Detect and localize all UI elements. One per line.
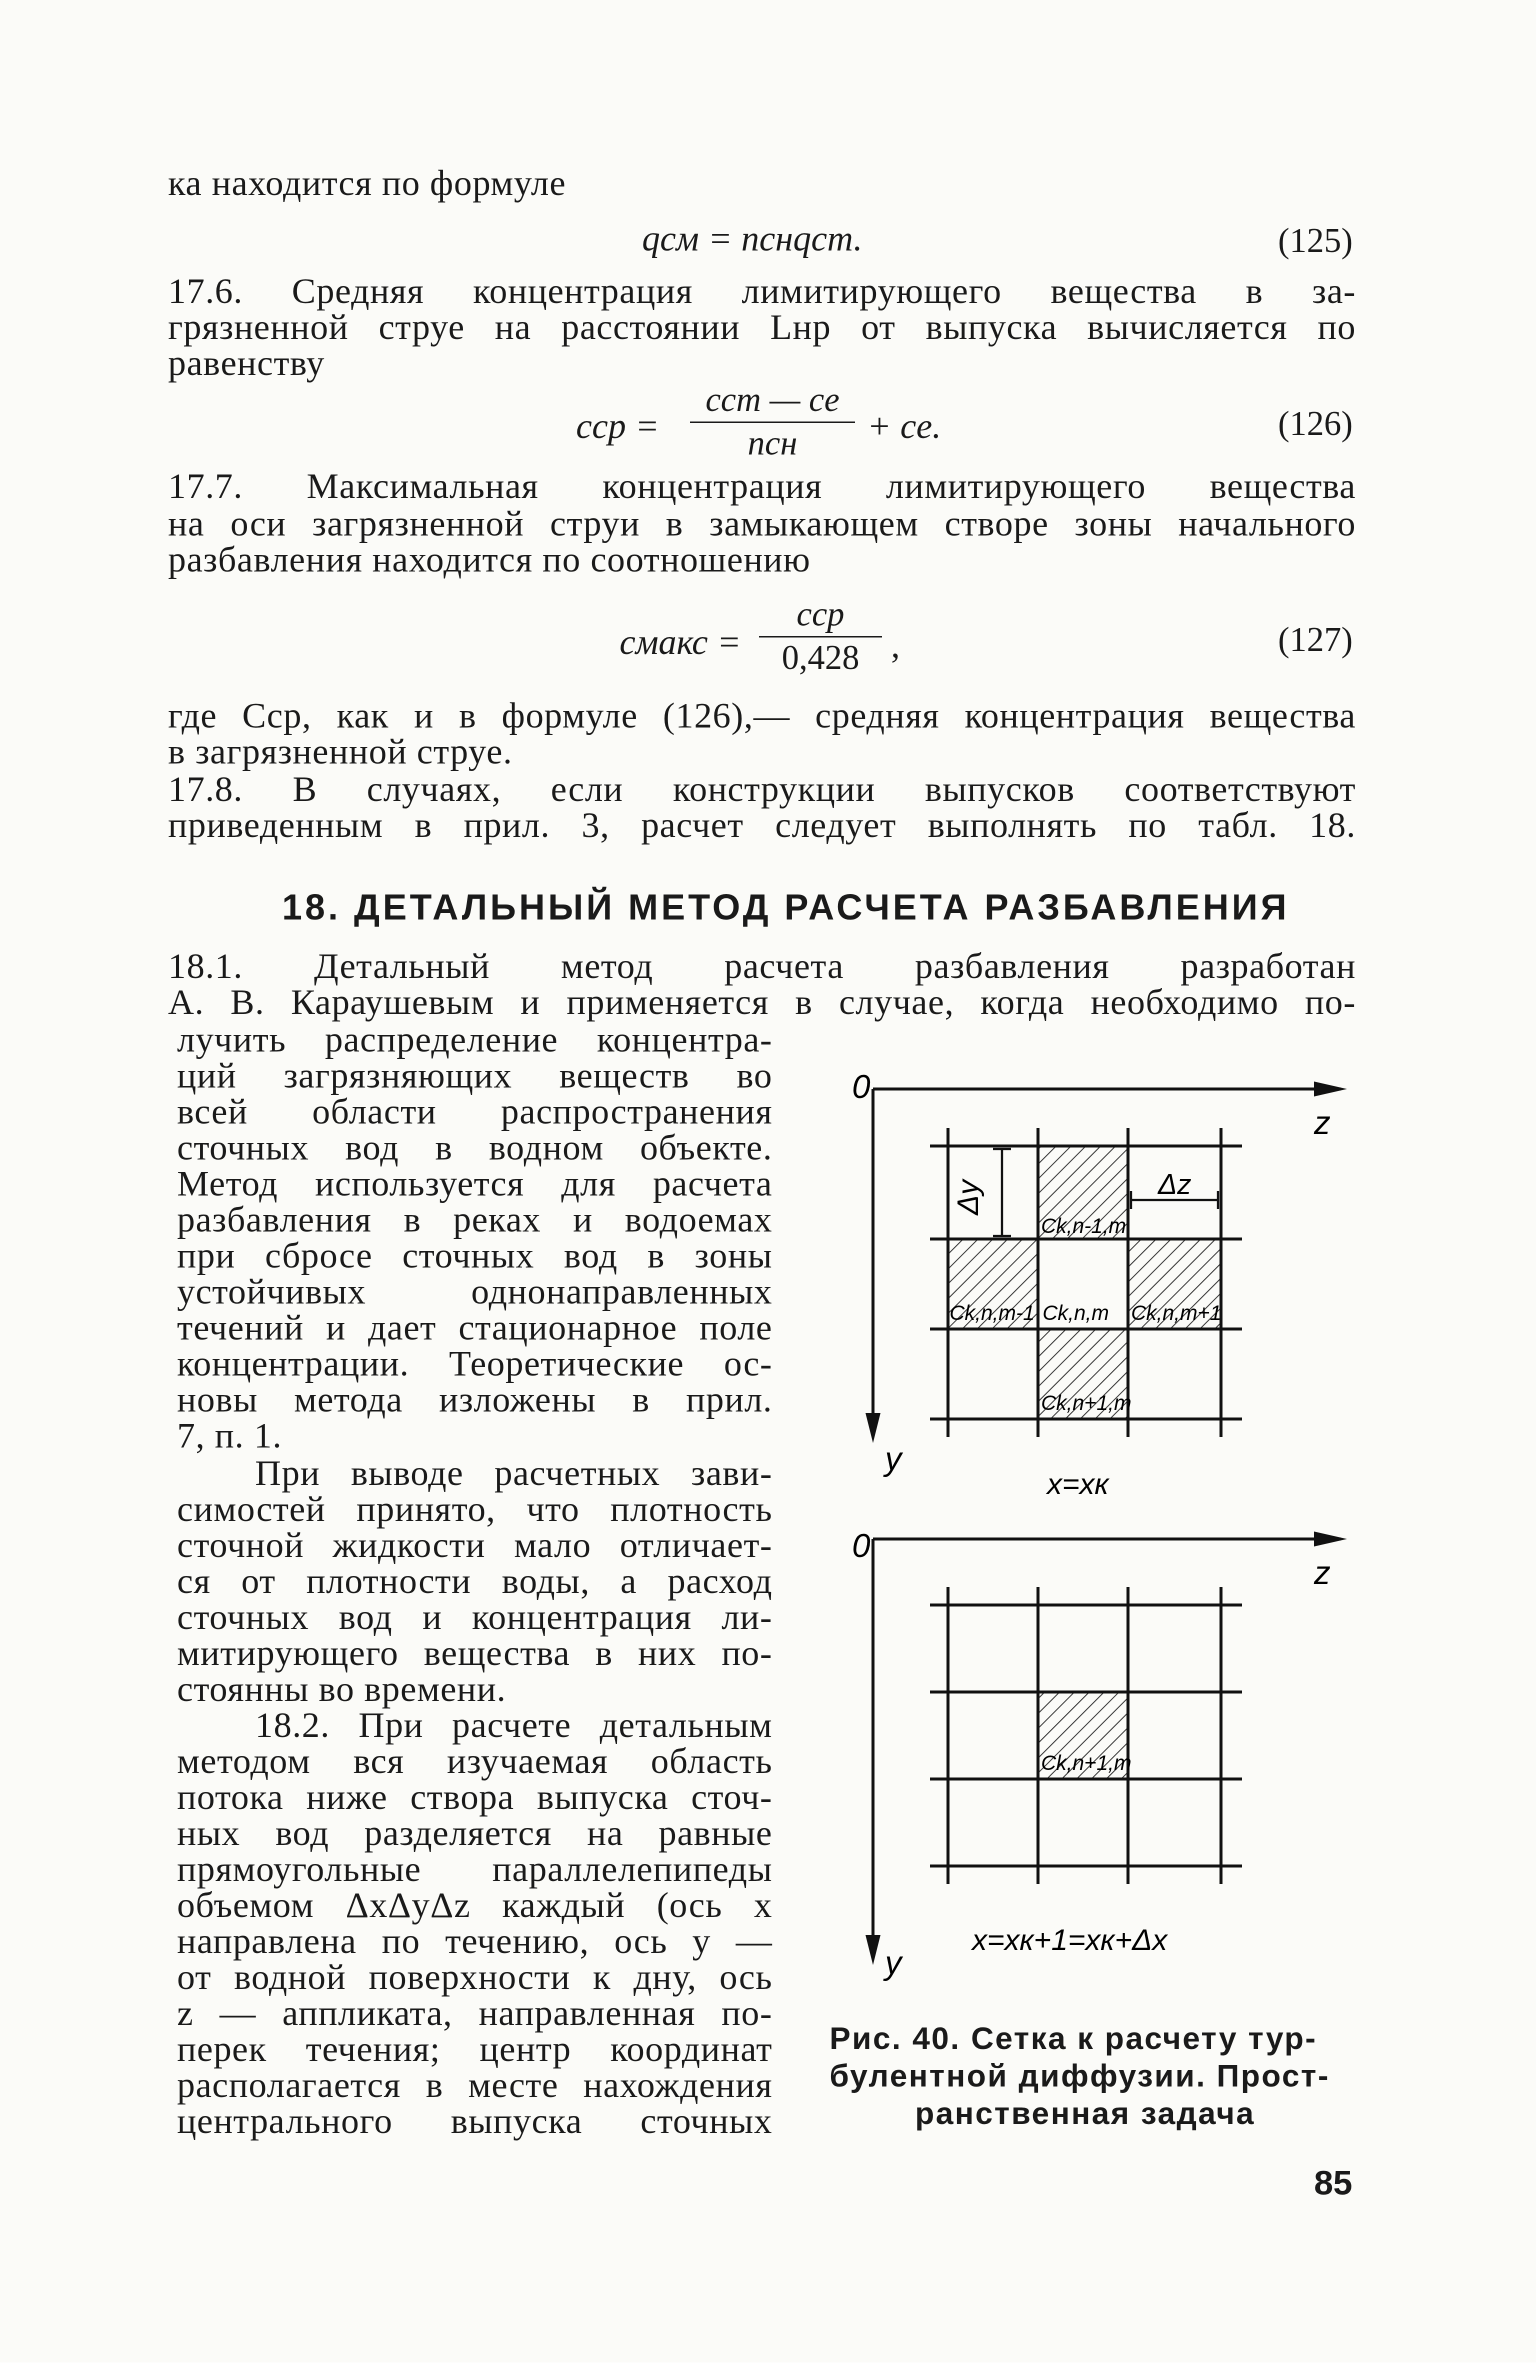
col-line: перек течения; центр координат [177, 2031, 773, 2070]
paragraph-17-7b-line-2: в загрязненной струе. [168, 733, 513, 773]
figure-caption-line-1: Рис. 40. Сетка к расчету тур- [829, 2022, 1318, 2057]
col-line: сточных вод в водном объекте. [177, 1129, 773, 1169]
paragraph-18-1-line-1: 18.1. Детальный метод расчета разбавления разработан [168, 948, 1356, 987]
equation-126-number: (126) [1278, 405, 1353, 443]
col-line: всей области распространения [177, 1093, 773, 1133]
col-line: прямоугольные параллелепипеды [177, 1851, 773, 1890]
col-line: центрального выпуска сточных [177, 2103, 773, 2142]
intro-line: ка находится по формуле [168, 165, 567, 204]
col-line: сточных вод и концентрация ли- [177, 1599, 773, 1638]
paragraph-17-7b-line-1: где Cср, как и в формуле (126),— средняя концентрация вещества [168, 697, 1356, 737]
y-axis-arrow-lower [866, 1935, 881, 1965]
col-line: симостей принято, что плотность [177, 1491, 773, 1530]
paragraph-17-7-line-3: разбавления находится по соотношению [168, 541, 811, 581]
z-axis-arrow-lower [1314, 1532, 1347, 1547]
col-line: объемом ΔxΔyΔz каждый (ось x [177, 1887, 773, 1926]
page-number: 85 [1314, 2163, 1353, 2202]
equation-127-fraction [759, 596, 882, 679]
cell-left-label: Ck,n,m-1 [949, 1302, 1035, 1325]
equation-127-numerator: cср [759, 596, 882, 638]
equation-126-tail: + cе. [867, 408, 942, 447]
cell-lower-label: Ck,n+1,m [1041, 1752, 1132, 1775]
y-axis-arrow-upper [866, 1413, 881, 1443]
col-line: методом вся изучаемая область [177, 1743, 773, 1782]
col-line: стоянны во времени. [177, 1671, 507, 1710]
origin-label-upper: 0 [852, 1068, 871, 1105]
delta-z-label: Δz [1158, 1169, 1192, 1201]
col-line: Метод используется для расчета [177, 1165, 773, 1205]
col-line: z — аппликата, направленная по- [177, 1995, 773, 2034]
col-line: новы метода изложены в прил. [177, 1381, 773, 1421]
paragraph-17-7-line-2: на оси загрязненной струи в замыкающем створе зоны начального [168, 505, 1356, 545]
col-line: концентрации. Теоретические ос- [177, 1345, 773, 1385]
col-line: располагается в месте нахождения [177, 2067, 773, 2106]
col-line: потока ниже створа выпуска сточ- [177, 1779, 773, 1818]
origin-label-lower: 0 [852, 1527, 871, 1565]
col-line: митирующего вещества в них по- [177, 1635, 773, 1674]
col-line: лучить распределение концентра- [177, 1021, 773, 1061]
turbulent-diffusion-grid-figure [810, 1050, 1380, 2010]
y-axis-label-lower: y [885, 1944, 902, 1982]
paragraph-17-7-line-1: 17.7. Максимальная концентрация лимитирующего вещества [168, 468, 1356, 507]
equation-127-tail: , [891, 627, 900, 666]
paragraph-17-6-line-2: грязненной струе на расстоянии Lнр от выпуска вычисляется по [168, 309, 1356, 348]
paragraph-18-1-line-2: А. В. Караушевым и применяется в случае, когда необходимо по- [168, 984, 1356, 1023]
equation-125-number: (125) [1278, 222, 1353, 260]
equation-127-denominator: 0,428 [781, 639, 860, 677]
equation-127-number: (127) [1278, 621, 1353, 659]
col-line: от водной поверхности к дну, ось [177, 1959, 773, 1998]
equation-126-lhs: cср = [576, 408, 660, 447]
z-axis-arrow-upper [1314, 1082, 1347, 1097]
section-heading: 18. ДЕТАЛЬНЫЙ МЕТОД РАСЧЕТА РАЗБАВЛЕНИЯ [282, 888, 1290, 929]
figure-caption-line-3: ранственная задача [915, 2097, 1256, 2132]
z-axis-label-upper: z [1314, 1104, 1331, 1141]
col-line: ций загрязняющих веществ во [177, 1057, 773, 1097]
section-label-lower: x=xк+1=xк+Δx [972, 1924, 1168, 1958]
paragraph-17-8-line-2: приведенным в прил. 3, расчет следует выполнять по табл. 18. [168, 807, 1356, 846]
col-line: 7, п. 1. [177, 1417, 283, 1457]
col-line: течений и дает стационарное поле [177, 1309, 773, 1349]
y-axis-label-upper: y [885, 1440, 902, 1477]
col-line: ся от плотности воды, а расход [177, 1563, 773, 1602]
col-line: направлена по течению, ось y — [177, 1923, 773, 1962]
paragraph-17-8-line-1: 17.8. В случаях, если конструкции выпусков соответствуют [168, 771, 1356, 810]
col-line: При выводе расчетных зави- [255, 1455, 773, 1494]
paragraph-17-6-line-1: 17.6. Средняя концентрация лимитирующего вещества в за- [168, 273, 1356, 312]
upper-grid [852, 1068, 1347, 1501]
equation-126-denominator: nсн [747, 424, 798, 462]
col-line: при сбросе сточных вод в зоны [177, 1237, 773, 1277]
col-line: устойчивых однонаправленных [177, 1273, 773, 1313]
paragraph-17-6-line-3: равенству [168, 345, 325, 384]
equation-127-lhs: cмакс = [619, 624, 742, 663]
equation-125: qсм = nснqст. [642, 220, 863, 260]
col-line: разбавления в реках и водоемах [177, 1201, 773, 1241]
z-axis-label-lower: z [1314, 1554, 1331, 1592]
equation-126-fraction [690, 381, 855, 464]
cell-bottom-label: Ck,n+1,m [1041, 1392, 1132, 1415]
cell-center-label: Ck,n,m [1042, 1302, 1110, 1325]
section-label-upper: x=xк [1047, 1468, 1109, 1501]
cell-top-label: Ck,n-1,m [1041, 1215, 1127, 1238]
lower-grid [852, 1527, 1347, 1981]
figure-caption-line-2: булентной диффузии. Прост- [829, 2059, 1330, 2094]
equation-126-numerator: cст — cе [690, 381, 855, 423]
col-line: 18.2. При расчете детальным [255, 1707, 773, 1746]
col-line: сточной жидкости мало отличает- [177, 1527, 773, 1566]
cell-right-label: Ck,n,m+1 [1131, 1302, 1222, 1325]
col-line: ных вод разделяется на равные [177, 1815, 773, 1854]
delta-y-label: Δy [952, 1179, 985, 1215]
